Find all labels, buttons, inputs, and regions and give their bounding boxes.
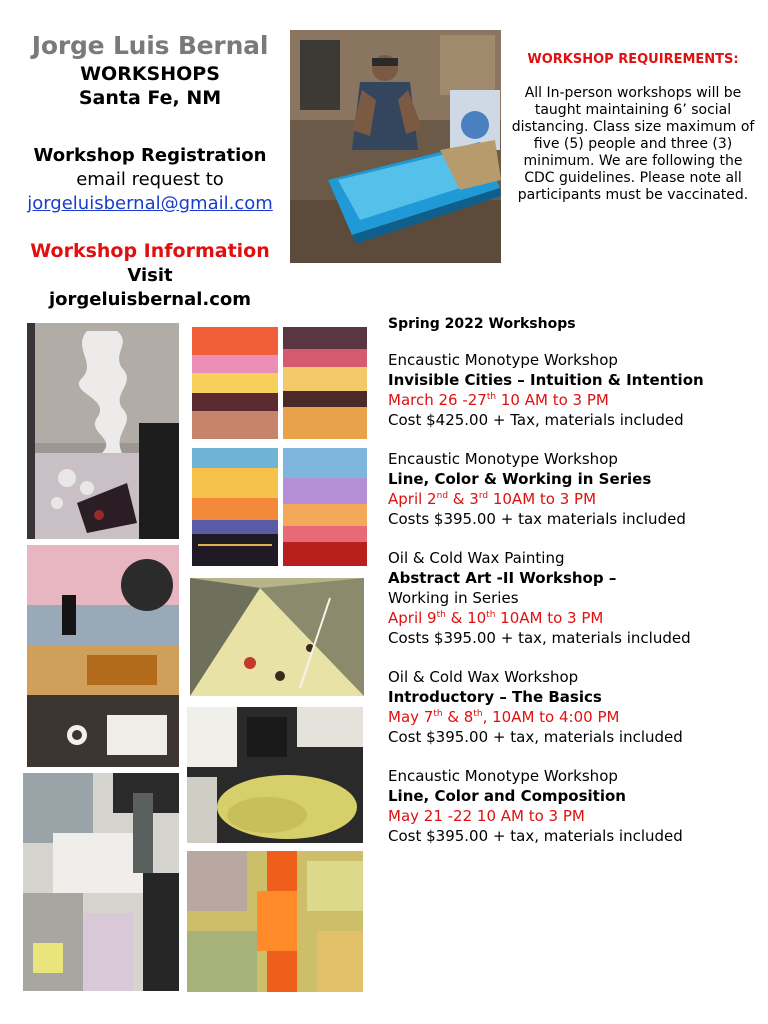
workshop-subtitle: Working in Series	[388, 589, 519, 607]
season-title: Spring 2022 Workshops	[388, 316, 576, 332]
email-link[interactable]: jorgeluisbernal@gmail.com	[27, 193, 273, 214]
workshop-item-3	[388, 548, 763, 648]
painting-5	[283, 327, 367, 439]
workshop-cost: Cost $395.00 + tax, materials included	[388, 728, 683, 746]
registration-text: email request to	[76, 169, 224, 190]
workshop-type: Encaustic Monotype Workshop	[388, 450, 618, 468]
registration-title: Workshop Registration	[33, 145, 267, 166]
workshop-title: Invisible Cities – Intuition & Intention	[388, 371, 704, 389]
workshop-cost: Cost $425.00 + Tax, materials included	[388, 411, 684, 429]
workshop-type: Encaustic Monotype Workshop	[388, 767, 618, 785]
requirements-body: All In-person workshops will be taught maintaining 6’ social distancing. Class size maximum of five (5) people and three (3) minimum. We are following the CDC guidelines. Please note all participants must be vaccinated.	[511, 85, 755, 203]
workshop-type: Oil & Cold Wax Painting	[388, 549, 565, 567]
workshop-date: May 7th & 8th, 10AM to 4:00 PM	[388, 708, 620, 726]
painting-7	[283, 448, 367, 566]
website-link[interactable]: jorgeluisbernal.com	[48, 289, 252, 310]
workshop-cost: Costs $395.00 + tax materials included	[388, 510, 686, 528]
requirements-block	[508, 52, 758, 204]
workshop-title: Abstract Art -II Workshop –	[388, 569, 617, 587]
workshop-title: Introductory – The Basics	[388, 688, 602, 706]
workshop-item-4	[388, 667, 763, 747]
workshop-date: March 26 -27th 10 AM to 3 PM	[388, 391, 609, 409]
workshop-cost: Cost $395.00 + tax, materials included	[388, 827, 683, 845]
workshop-item-2	[388, 449, 763, 529]
info-title: Workshop Information	[30, 240, 270, 262]
workshop-item-1	[388, 350, 763, 430]
workshop-type: Encaustic Monotype Workshop	[388, 351, 618, 369]
artist-name: Jorge Luis Bernal	[31, 31, 269, 60]
workshop-type: Oil & Cold Wax Workshop	[388, 668, 579, 686]
workshop-date: April 9th & 10th 10AM to 3 PM	[388, 609, 604, 627]
painting-4	[192, 327, 278, 439]
visit-label: Visit	[127, 265, 173, 286]
painting-9	[187, 707, 363, 843]
header-block	[0, 30, 300, 312]
workshop-title: Line, Color & Working in Series	[388, 470, 652, 488]
painting-2	[27, 545, 179, 767]
painting-10	[187, 851, 363, 992]
workshop-title: Line, Color and Composition	[388, 787, 626, 805]
workshop-item-5	[388, 766, 763, 846]
workshop-list	[388, 316, 763, 865]
painting-1	[27, 323, 179, 539]
workshop-date: May 21 -22 10 AM to 3 PM	[388, 807, 585, 825]
requirements-title: WORKSHOP REQUIREMENTS:	[527, 52, 739, 67]
artist-photo	[290, 30, 501, 263]
workshop-cost: Costs $395.00 + tax, materials included	[388, 629, 691, 647]
painting-3	[23, 773, 179, 991]
painting-6	[192, 448, 278, 566]
workshop-date: April 2nd & 3rd 10AM to 3 PM	[388, 490, 597, 508]
workshops-heading: WORKSHOPS	[80, 63, 220, 85]
painting-8	[190, 578, 364, 696]
location: Santa Fe, NM	[78, 87, 222, 109]
